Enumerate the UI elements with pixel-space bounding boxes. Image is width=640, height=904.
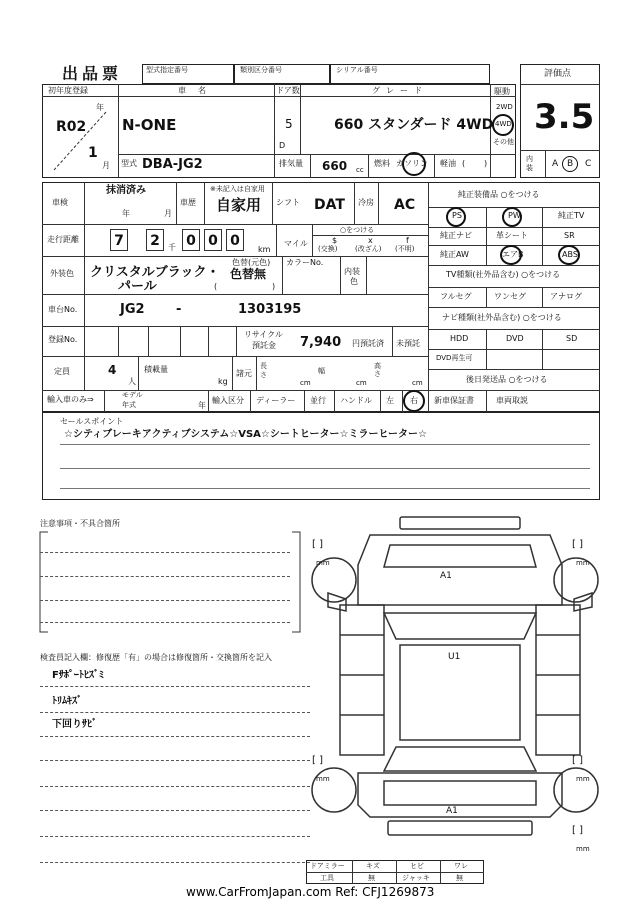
month-label: 月 — [102, 161, 110, 170]
shareki-value: 自家用 — [216, 196, 262, 214]
navi-title: ナビ種類(社外品含む) ○をつける — [442, 313, 562, 322]
naisoshoku-label: 内装 — [344, 267, 360, 276]
mileage-label: 走行距離 — [47, 235, 79, 244]
options-title: 純正装備品 ○をつける — [458, 190, 540, 199]
irokae-label: 色替(元色) — [232, 258, 271, 267]
haikiryo-label: 排気量 — [279, 159, 303, 168]
meter-dollar-sub: (交換) — [318, 245, 338, 253]
year-label: 年 — [96, 103, 104, 112]
meter-f-sub: (不明) — [395, 245, 415, 253]
tv-analog: アナログ — [550, 292, 582, 301]
grade-label: グレード — [372, 86, 428, 95]
option-airbag: エアB — [502, 250, 524, 259]
km-label: km — [258, 245, 271, 254]
sheet-title: 出品票 — [62, 64, 123, 83]
katashiki2-label: 型式 — [121, 159, 137, 168]
option-pw: PW — [508, 211, 521, 220]
option-airbag-circle — [500, 245, 522, 265]
grade-value: 660 スタンダード 4WD — [334, 117, 494, 133]
doors-value: 5 — [285, 117, 293, 131]
shaken-month: 月 — [164, 209, 172, 218]
sales-label: セールスポイント — [60, 417, 124, 426]
recycle-unit: 円預託済 — [352, 339, 384, 348]
nenryo-value: ガソリン — [396, 159, 428, 168]
damage-mark-hood: A1 — [440, 571, 452, 581]
ato-torisetsu: 車両取説 — [496, 396, 528, 405]
tire-bracket-rr: [ ] — [572, 755, 583, 766]
tire-mm-fl: mm — [316, 559, 330, 567]
option-abs-circle — [558, 245, 580, 265]
length-label: 長さ — [260, 362, 267, 379]
legend-cell: ジャッキ — [402, 874, 430, 882]
keiyu-paren: ( — [462, 159, 466, 168]
shamei-value: N-ONE — [122, 116, 177, 134]
ato-hoshosho: 新車保証書 — [434, 396, 474, 405]
haikiryo-value: 660 — [322, 159, 348, 173]
inspection-item: 下回りｻﾋﾞ — [52, 719, 97, 730]
spare-bracket: [ ] — [572, 825, 583, 836]
legend-cell: ドアミラー — [310, 862, 345, 870]
meter-x: x — [368, 236, 373, 245]
mile-label: マイル — [284, 239, 308, 248]
option-tv: 純正TV — [558, 211, 585, 220]
option-sr: SR — [564, 231, 575, 240]
kudo-4wd-circle — [492, 114, 514, 136]
heiko-option: 並行 — [310, 396, 326, 405]
tv-title: TV種類(社外品含む) ○をつける — [446, 270, 561, 279]
option-ps: PS — [452, 211, 462, 220]
option-abs: ABS — [562, 250, 578, 259]
shareki-label: 車歴 — [180, 198, 196, 207]
keiyu-paren-close: ) — [484, 159, 488, 168]
meter-f: f — [406, 236, 409, 245]
sekisai-label: 積載量 — [144, 365, 168, 374]
navi-sd: SD — [566, 334, 578, 343]
chui-bracket — [38, 530, 302, 634]
cm-unit: cm — [356, 379, 367, 387]
handle-left: 左 — [386, 396, 394, 405]
shaken-value: 抹消済み — [106, 185, 146, 196]
dvd-label: DVD再生可 — [436, 354, 473, 362]
naiso-b-circle — [562, 156, 578, 172]
date-slash — [50, 110, 110, 174]
shadai-number: 1303195 — [238, 302, 302, 317]
legend-cell: キズ — [366, 862, 380, 870]
shamei-label: 車名 — [178, 86, 218, 95]
model-label: モデル — [122, 391, 143, 399]
sekisai-unit: kg — [218, 377, 228, 386]
reibo-value: AC — [394, 197, 416, 213]
handle-label: ハンドル — [340, 396, 372, 405]
ato-title: 後日発送品 ○をつける — [466, 375, 548, 384]
dealer-option: ディーラー — [256, 396, 296, 405]
navi-hdd: HDD — [450, 334, 469, 343]
score-value: 3.5 — [534, 97, 595, 137]
tire-mm-fr: mm — [576, 559, 590, 567]
recycle-value: 7,940 — [300, 335, 342, 350]
irokae-paren: ( — [214, 282, 218, 291]
inspector-label: 検査員記入欄：修復歴「有」の場合は修復箇所・交換箇所を記入 — [40, 653, 272, 662]
gaisoshoku-label: 外装色 — [50, 269, 74, 278]
year-value: R02 — [56, 119, 87, 135]
hyoka-label: 評価点 — [544, 69, 572, 79]
width-label: 幅 — [318, 367, 325, 375]
handle-right-circle — [403, 390, 425, 412]
damage-mark-rear: A1 — [446, 806, 458, 816]
doors-unit: D — [279, 141, 286, 150]
height-label: 高さ — [374, 362, 381, 378]
nenryo-circle — [402, 152, 426, 176]
handle-right: 右 — [410, 396, 418, 405]
spare-mm: mm — [576, 845, 590, 853]
tv-oneseg: ワンセグ — [494, 292, 526, 301]
keiyu-label: 軽油 — [440, 159, 456, 168]
naiso-a: A — [552, 159, 559, 169]
sales-point-box — [42, 412, 600, 500]
yunyu-label: 輸入車のみ⇒ — [47, 395, 94, 404]
mileage-digit: 2 — [146, 229, 164, 251]
legend-cell: 無 — [456, 874, 463, 882]
shadai-label: 車台No. — [48, 305, 78, 314]
shift-value: DAT — [314, 197, 345, 213]
cm-unit: cm — [300, 379, 311, 387]
recycle-label2: 預託金 — [252, 341, 276, 350]
shadai-dash: - — [176, 302, 182, 317]
option-navi: 純正ナビ — [440, 231, 472, 240]
month-value: 1 — [88, 145, 98, 161]
car-damage-diagram — [300, 505, 610, 885]
tire-mm-rr: mm — [576, 775, 590, 783]
legend-cell: ヒビ — [410, 862, 424, 870]
cm-unit: cm — [412, 379, 423, 387]
model-label2: 年式 — [122, 401, 136, 409]
mileage-digit: 0 — [226, 229, 244, 251]
legend-cell: ワレ — [454, 862, 468, 870]
meter-dollar: $ — [332, 236, 338, 245]
irokae-value: 色替無 — [230, 267, 267, 281]
recycle-unpaid: 未預託 — [396, 339, 420, 348]
katashiki-label: 型式指定番号 — [146, 66, 188, 74]
shonendo-label: 初年度登録 — [48, 86, 88, 95]
option-aw: 純正AW — [440, 250, 469, 259]
sales-text: ☆シティブレーキアクティブシステム☆VSA☆シートヒーター☆ミラーヒーター☆ — [64, 429, 428, 440]
katashiki-value: DBA-JG2 — [142, 157, 203, 172]
option-leather: 革シート — [496, 231, 528, 240]
shadai-prefix: JG2 — [120, 302, 145, 317]
tire-bracket-rl: [ ] — [312, 755, 323, 766]
shaken-label: 車検 — [52, 198, 68, 207]
inspection-item: ﾄﾘﾑｷｽﾞ — [52, 696, 82, 707]
irokae-paren-close: ) — [272, 282, 276, 291]
teiin-value: 4 — [108, 363, 117, 377]
shaken-year: 年 — [122, 209, 130, 218]
naiso-label: 内装 — [526, 155, 533, 172]
reibo-label: 冷房 — [358, 198, 374, 207]
meter-x-sub: (改ざん) — [355, 245, 382, 253]
mileage-digit: 7 — [110, 229, 128, 251]
footer-watermark: www.CarFromJapan.com Ref: CFJ1269873 — [186, 885, 435, 899]
kudo-4wd: 4WD — [495, 120, 512, 128]
model-year: 年 — [198, 401, 206, 410]
naiso-b: B — [567, 159, 574, 169]
sen-label: 千 — [168, 243, 176, 252]
toroku-label: 登録No. — [48, 335, 78, 344]
tv-fullseg: フルセグ — [440, 292, 472, 301]
color-no-label: カラーNo. — [286, 258, 324, 267]
meter-circle-note: ○をつける — [340, 226, 375, 234]
ruibetsu-label: 類別区分番号 — [240, 66, 282, 74]
shareki-note: ※未記入は自家用 — [210, 185, 265, 193]
legend-cell: 無 — [368, 874, 375, 882]
kudo-2wd: 2WD — [496, 103, 513, 111]
shogen-label: 諸元 — [236, 369, 252, 378]
tire-mm-rl: mm — [316, 775, 330, 783]
navi-dvd: DVD — [506, 334, 524, 343]
mileage-digit: 0 — [182, 229, 200, 251]
legend-cell: 工具 — [320, 874, 334, 882]
serial-label: シリアル番号 — [336, 66, 378, 74]
naiso-c: C — [585, 159, 592, 169]
kudo-label: 駆動 — [494, 87, 510, 96]
damage-mark-roof: U1 — [448, 652, 461, 662]
nenryo-label: 燃料 — [374, 159, 390, 168]
teiin-label: 定員 — [54, 367, 70, 376]
recycle-label: リサイクル — [244, 330, 283, 339]
color-value: クリスタルブラック・ — [90, 265, 220, 280]
color-value2: パール — [118, 279, 157, 294]
option-ps-circle — [446, 207, 466, 227]
mileage-digit: 0 — [204, 229, 222, 251]
shift-label: シフト — [276, 198, 300, 207]
option-pw-circle — [502, 207, 522, 227]
haikiryo-unit: cc — [356, 166, 364, 174]
tire-bracket-fr: [ ] — [572, 539, 583, 550]
teiin-unit: 人 — [128, 377, 136, 386]
kudo-other: その他 — [493, 138, 514, 146]
chui-label: 注意事項・不具合箇所 — [40, 519, 120, 528]
tire-bracket-fl: [ ] — [312, 539, 323, 550]
yunyu-kubun: 輸入区分 — [212, 396, 244, 405]
doors-label: ドア数 — [276, 86, 300, 95]
naisoshoku-label2: 色 — [350, 277, 358, 286]
inspection-item: Fｻﾎﾟｰﾄﾋｽﾞﾐ — [52, 670, 104, 681]
